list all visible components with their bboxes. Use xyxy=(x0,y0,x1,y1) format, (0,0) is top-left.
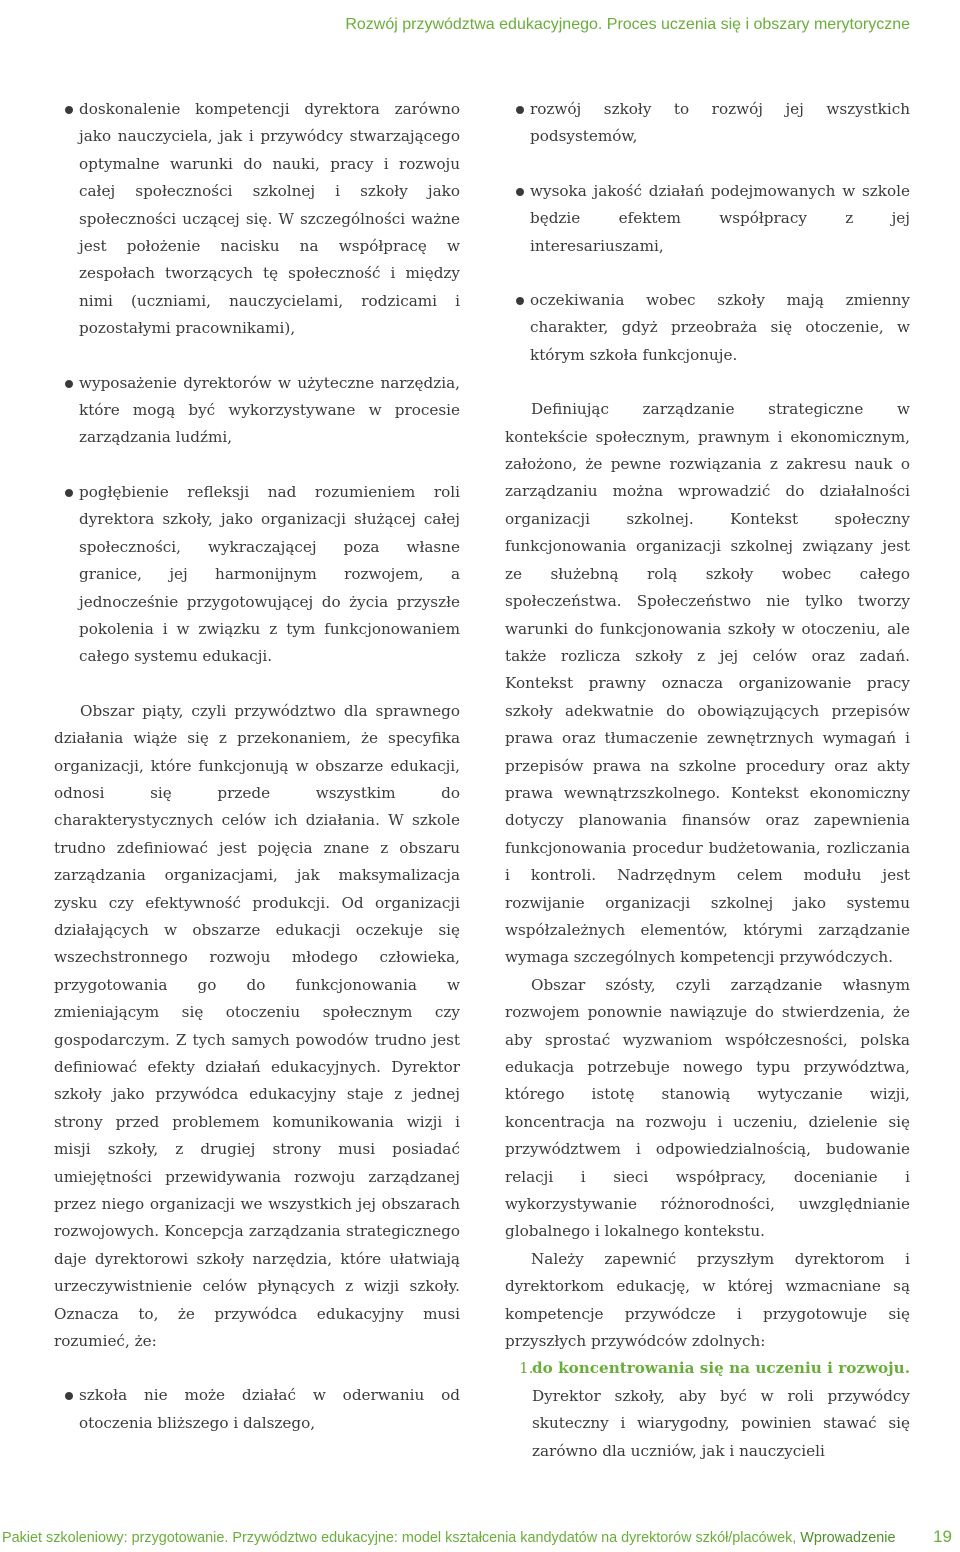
list-item: szkoła nie może działać w oderwaniu od otoczenia bliższego i dalszego, xyxy=(54,1382,460,1437)
footer xyxy=(2,1530,895,1546)
bullet-list-top xyxy=(54,96,460,671)
bullet-list xyxy=(505,96,910,369)
item-number: 1. xyxy=(519,1359,534,1378)
running-header: Rozwój przywództwa edukacyjnego. Proces uczenia się i obszary merytoryczne xyxy=(345,16,910,33)
left-column xyxy=(54,96,460,1437)
list-item: wyposażenie dyrektorów w użyteczne narzędzia, które mogą być wykorzystywane w procesie zarządzania ludźmi, xyxy=(54,370,460,452)
numbered-item xyxy=(505,1355,910,1465)
item-heading: do koncentrowania się na uczeniu i rozwoju. xyxy=(532,1359,910,1378)
list-item: wysoka jakość działań podejmowanych w szkole będzie efektem współpracy z jej interesariuszami, xyxy=(505,178,910,260)
body-paragraph: Obszar piąty, czyli przywództwo dla sprawnego działania wiąże się z przekonaniem, że specyfika organizacji, które funkcjonują w obszarze edukacji, odnosi się przede wszystkim do charakterystycznych celów ich działania. W szkole trudno zdefiniować jest pojęcia znane z obszaru zarządzania organizacjami, jak maksymalizacja zysku czy efektywność produkcji. Od organizacji działających w obszarze edukacji oczekuje się wszechstronnego rozwoju młodego człowieka, przygotowania go do funkcjonowania w zmieniającym się otoczeniu społecznym czy gospodarczym. Z tych samych powodów trudno jest definiować efekty działań edukacyjnych. Dyrektor szkoły jako przywódca edukacyjny staje z jednej strony przed problemem komunikowania wizji i misji szkoły, z drugiej strony musi posiadać umiejętności przewidywania rozwoju zarządzanej przez niego organizacji we wszystkich jej obszarach rozwojowych. Koncepcja zarządzania strategicznego daje dyrektorowi szkoły narzędzia, które ułatwiają urzeczywistnienie celów płynących z wizji szkoły. Oznacza to, że przywódca edukacyjny musi rozumieć, że: xyxy=(54,701,460,1351)
list-item: doskonalenie kompetencji dyrektora zarówno jako nauczyciela, jak i przywódcy stwarzającego optymalne warunki do nauki, pracy i rozwoju całej społeczności szkolnej i szkoły jako społeczności uczącej się. W szczególności ważne jest położenie nacisku na współpracę w zespołach tworzących tę społeczność i między nimi (uczniami, nauczycielami, rodzicami i pozostałymi pracownikami), xyxy=(54,96,460,343)
numbered-list xyxy=(505,1355,910,1465)
body-paragraph: Definiując zarządzanie strategiczne w kontekście społecznym, prawnym i ekonomicznym, założono, że pewne rozwiązania z zakresu nauk o zarządzaniu można wprowadzić do działalności organizacji szkolnej. Kontekst społeczny funkcjonowania organizacji szkolnej związany jest ze służebną rolą szkoły wobec całego społeczeństwa. Społeczeństwo nie tylko tworzy warunki do funkcjonowania szkoły w otoczeniu, ale także rozlicza szkoły z jej celów oraz zadań. Kontekst prawny oznacza organizowanie pracy szkoły adekwatnie do obowiązujących przepisów prawa oraz tłumaczenie zewnętrznych wymagań i przepisów prawa na szkolne procedury oraz akty prawa wewnątrzszkolnego. Kontekst ekonomiczny dotyczy planowania finansów oraz zapewnienia funkcjonowania procedur budżetowania, rozliczania i kontroli. Nadrzędnym celem modułu jest rozwijanie organizacji szkolnej jako systemu współzależnych elementów, którymi zarządzanie wymaga szczególnych kompetencji przywódczych. xyxy=(505,400,910,967)
right-column xyxy=(505,96,910,1465)
list-item: rozwój szkoły to rozwój jej wszystkich podsystemów, xyxy=(505,96,910,151)
list-item: oczekiwania wobec szkoły mają zmienny charakter, gdyż przeobraża się otoczenie, w którym szkoła funkcjonuje. xyxy=(505,287,910,369)
body-paragraph: Obszar szósty, czyli zarządzanie własnym rozwojem ponownie nawiązuje do stwierdzenia, że aby sprostać wyzwaniom współczesności, polska edukacja potrzebuje nowego typu przywództwa, którego istotę stanowią wytyczanie wizji, koncentracja na rozwoju i uczeniu, dzielenie się przywództwem i odpowiedzialnością, budowanie relacji i sieci współpracy, docenianie i wykorzystywanie różnorodności, uwzględnianie globalnego i lokalnego kontekstu. xyxy=(505,975,910,1241)
list-item: pogłębienie refleksji nad rozumieniem roli dyrektora szkoły, jako organizacji służącej całej społeczności, wykraczającej poza własne granice, jej harmonijnym rozwojem, a jednocześnie przygotowującej do życia przyszłe pokolenia i w związku z tym funkcjonowaniem całego systemu edukacji. xyxy=(54,479,460,671)
page-number: 19 xyxy=(933,1527,952,1546)
item-text: Dyrektor szkoły, aby być w roli przywódcy skuteczny i wiarygodny, powinien stawać się zarówno dla uczniów, jak i nauczycieli xyxy=(532,1386,910,1460)
body-paragraph: Należy zapewnić przyszłym dyrektorom i dyrektorkom edukację, w której wzmacniane są kompetencje przywódcze i przygotowuje się przyszłych przywódców zdolnych: xyxy=(505,1249,910,1351)
bullet-list-bottom xyxy=(54,1382,460,1437)
footer-text: Pakiet szkoleniowy: przygotowanie. Przywództwo edukacyjne: model kształcenia kandydatów na dyrektorów szkół/placówek, xyxy=(2,1530,801,1546)
footer-section: Wprowadzenie xyxy=(800,1530,896,1546)
